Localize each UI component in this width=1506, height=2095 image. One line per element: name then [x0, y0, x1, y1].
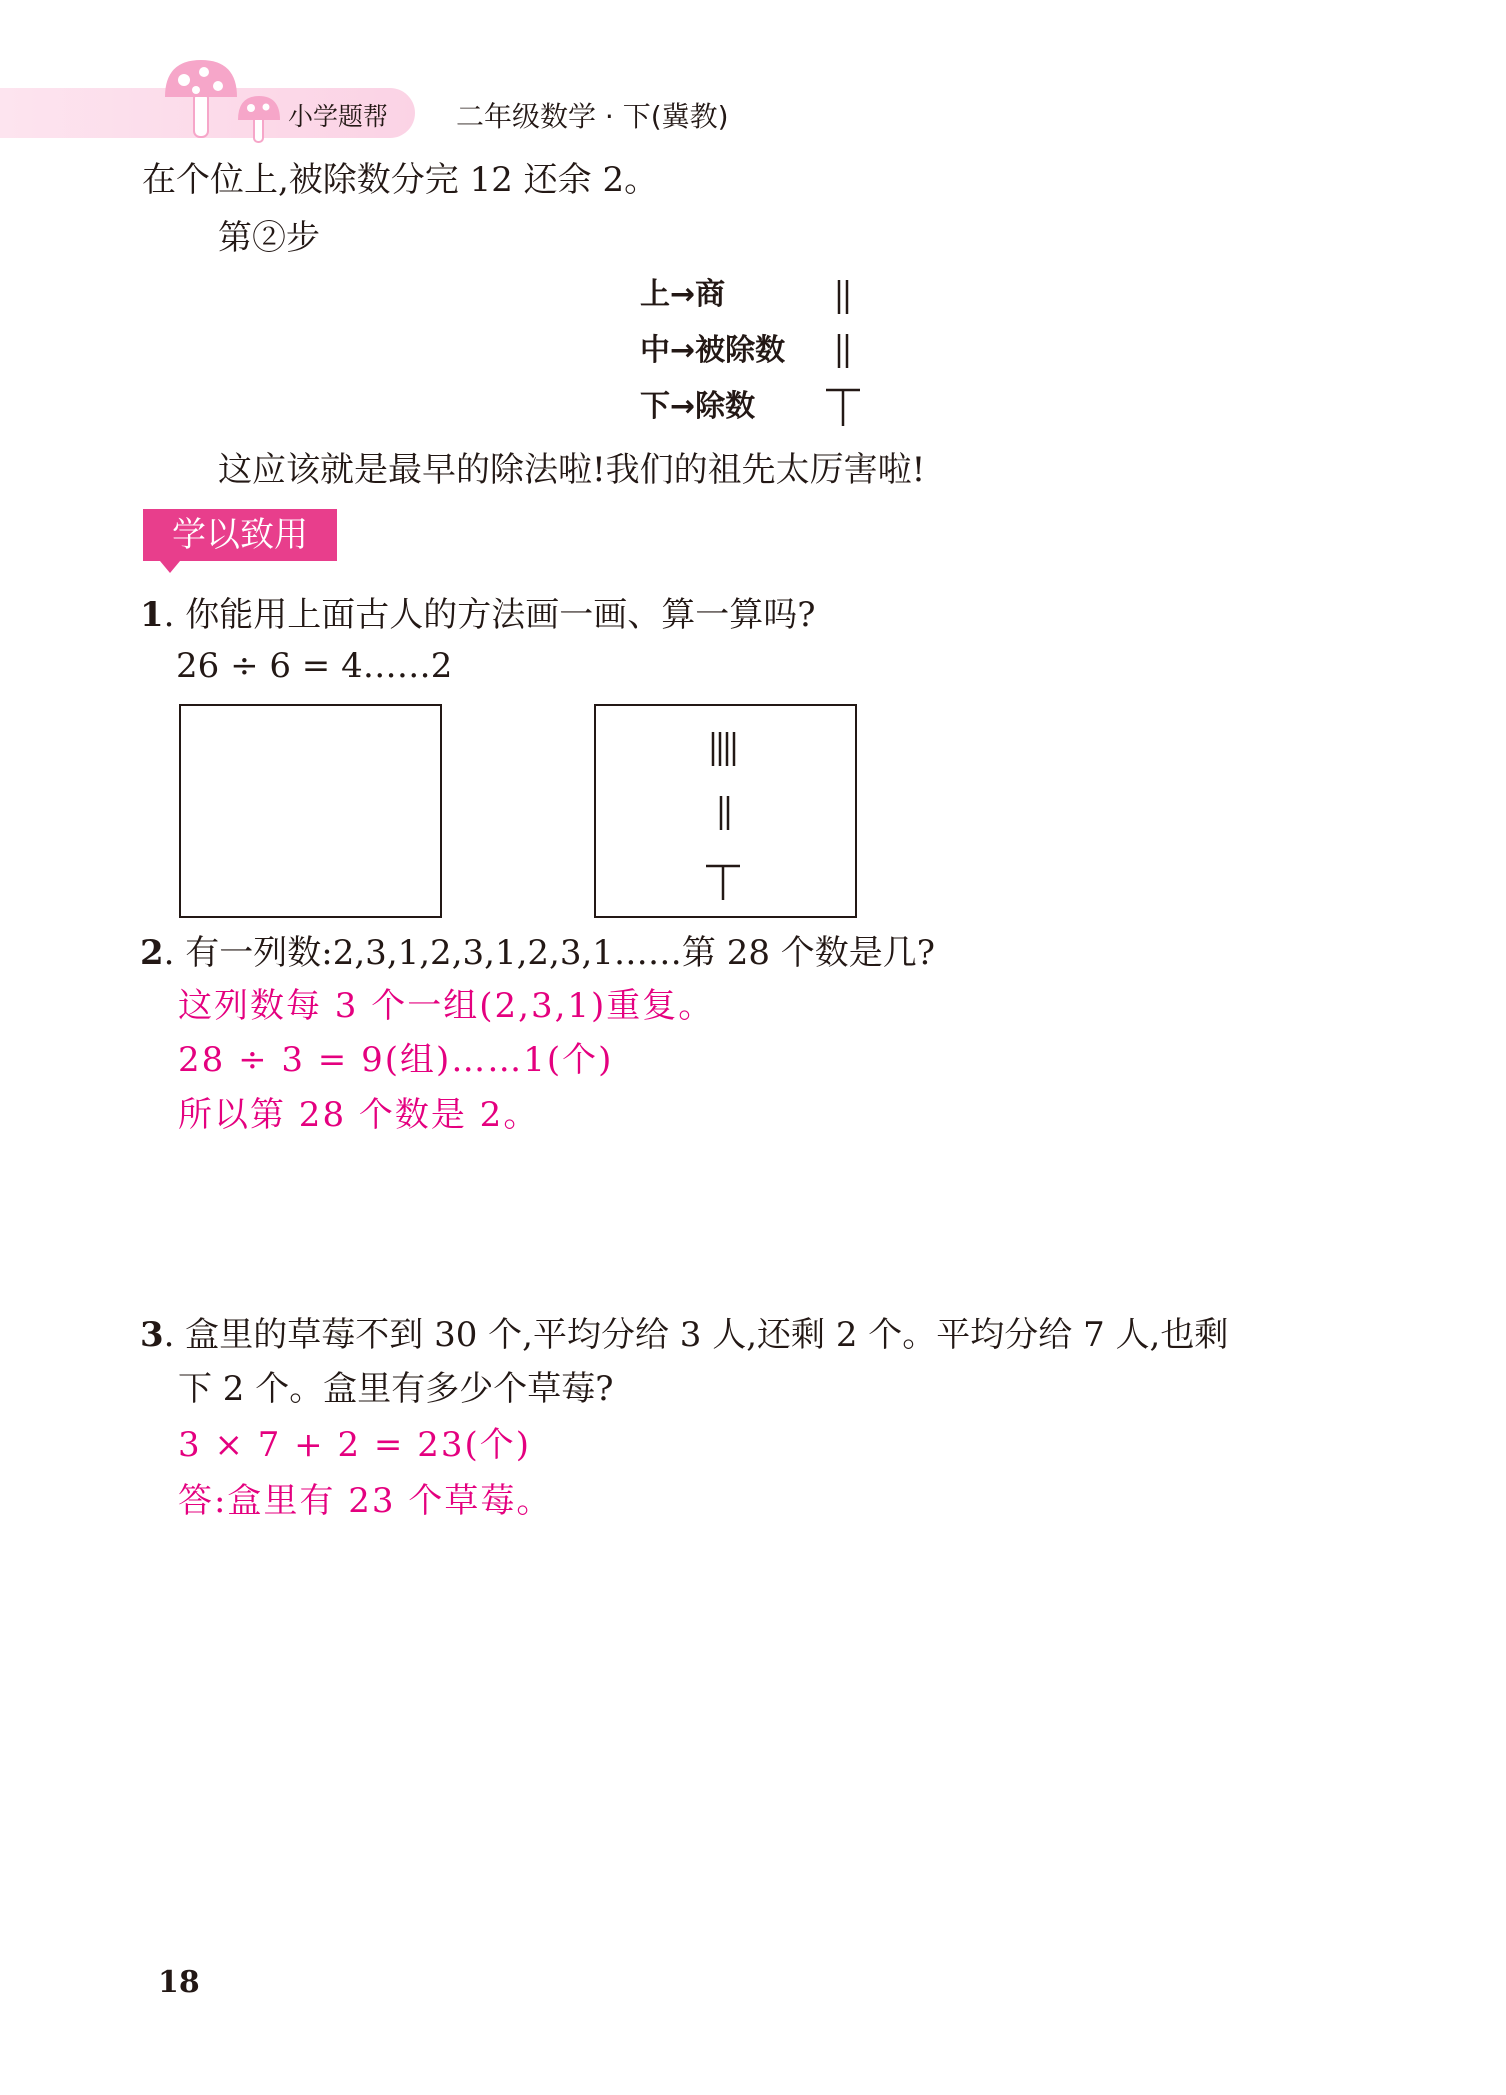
- section-tag: 学以致用: [143, 509, 337, 561]
- answer-line: 所以第 28 个数是 2。: [178, 1095, 540, 1135]
- q1-equation: 26 ÷ 6 = 4……2: [176, 646, 453, 686]
- section-tag-tail: [160, 561, 180, 573]
- blank-drawing-box[interactable]: [179, 704, 442, 918]
- question-number: 2: [140, 933, 164, 973]
- answer-line: 答:盒里有 23 个草莓。: [178, 1481, 553, 1521]
- question-3: [140, 1315, 1228, 1355]
- mushroom-icon: [160, 52, 290, 147]
- question-1: [140, 595, 816, 635]
- counting-rods-figure: [820, 276, 880, 436]
- header-brand: 小学题帮: [288, 102, 389, 131]
- rod-row-label: 中→被除数: [640, 333, 786, 368]
- question-number: 1: [140, 595, 164, 635]
- answer-line: 这列数每 3 个一组(2,3,1)重复。: [178, 986, 715, 1026]
- step-label: 第②步: [218, 218, 320, 258]
- question-text: . 盒里的草莓不到 30 个,平均分给 3 人,还剩 2 个。平均分给 7 人,也剩: [163, 1315, 1229, 1355]
- question-text: . 你能用上面古人的方法画一画、算一算吗?: [163, 595, 816, 635]
- question-text-cont: 下 2 个。盒里有多少个草莓?: [178, 1369, 614, 1409]
- example-rods-box: [594, 704, 857, 918]
- rod-row-label: 下→除数: [640, 389, 756, 424]
- answer-line: 28 ÷ 3 = 9(组)……1(个): [178, 1040, 614, 1080]
- question-number: 3: [140, 1315, 164, 1355]
- counting-rods-figure: [596, 706, 855, 916]
- intro-line: 在个位上,被除数分完 12 还余 2。: [142, 160, 659, 200]
- question-2: [140, 933, 935, 973]
- book-title: 二年级数学 · 下(冀教): [456, 100, 729, 133]
- answer-line: 3 × 7 + 2 = 23(个): [178, 1425, 531, 1465]
- page-number: 18: [158, 1965, 200, 2000]
- rod-row-label: 上→商: [640, 277, 726, 312]
- question-text: . 有一列数:2,3,1,2,3,1,2,3,1……第 28 个数是几?: [163, 933, 935, 973]
- conclusion-text: 这应该就是最早的除法啦!我们的祖先太厉害啦!: [218, 450, 926, 490]
